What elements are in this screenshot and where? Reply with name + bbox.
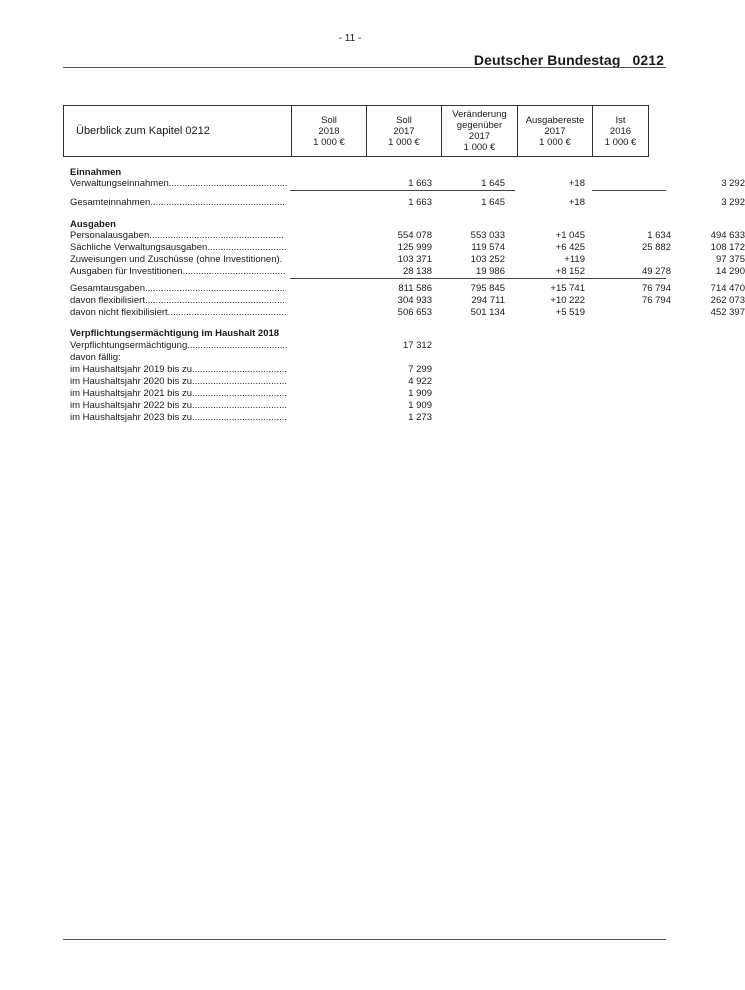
header-col-ausgabereste (517, 106, 592, 156)
row-label: davon fällig: (70, 352, 121, 363)
header-line: Soll (321, 114, 337, 126)
table-row (70, 266, 745, 278)
cell-soll-2018: 1 909 (408, 388, 432, 399)
header-line: 2018 (318, 125, 340, 137)
header-line: Soll (396, 114, 412, 126)
cell-veraenderung: +8 152 (555, 266, 585, 277)
cell-ist-2016: 494 633 (710, 230, 745, 241)
header-line: Ist (615, 114, 626, 126)
header-line: 2017 (544, 125, 566, 137)
header-line: Veränderung (452, 109, 507, 120)
cell-ist-2016: 452 397 (710, 307, 745, 318)
section-heading-vpe: Verpflichtungsermächtigung im Haushalt 2018 (70, 328, 280, 339)
cell-soll-2018: 125 999 (397, 242, 432, 253)
cell-ist-2016: 714 470 (710, 283, 745, 294)
cell-soll-2017: 795 845 (470, 283, 505, 294)
row-label: Zuweisungen und Zuschüsse (ohne Investitionen). (70, 254, 283, 265)
table-row (70, 352, 666, 364)
cell-soll-2018: 4 922 (408, 376, 432, 387)
cell-veraenderung: +119 (564, 254, 585, 265)
cell-veraenderung: +15 741 (550, 283, 585, 294)
row-label: Personalausgaben................................................... (70, 230, 284, 241)
cell-ist-2016: 262 073 (710, 295, 745, 306)
header-label: Überblick zum Kapitel 0212 (76, 124, 210, 137)
cell-soll-2018: 17 312 (402, 340, 432, 351)
table-row (70, 400, 666, 412)
sum-line (290, 278, 666, 279)
cell-soll-2017: 553 033 (470, 230, 505, 241)
header-col-soll-2017 (366, 106, 441, 156)
cell-soll-2017: 501 134 (470, 307, 505, 318)
header-line: gegenüber (456, 120, 503, 131)
header-line: 1 000 € (539, 136, 571, 148)
cell-veraenderung: +10 222 (550, 295, 585, 306)
cell-soll-2017: 294 711 (471, 295, 505, 306)
cell-soll-2018: 1 909 (408, 400, 432, 411)
table-row (70, 254, 745, 266)
table-row (70, 412, 666, 424)
sum-line (290, 190, 515, 191)
cell-soll-2018: 1 663 (408, 197, 432, 208)
table-row (70, 376, 666, 388)
cell-ausgabereste: 76 794 (641, 283, 671, 294)
row-label: davon nicht flexibilisiert............................................. (70, 307, 287, 318)
header-line: 2017 (393, 125, 415, 137)
cell-ist-2016: 3 292 (721, 197, 745, 208)
cell-soll-2018: 304 933 (397, 295, 432, 306)
table-row (70, 242, 745, 254)
cell-soll-2018: 7 299 (408, 364, 432, 375)
header-col-ist-2016 (592, 106, 648, 156)
row-label: im Haushaltsjahr 2020 bis zu.................................... (70, 376, 287, 387)
row-label: Gesamtausgaben..................................................... (70, 283, 285, 294)
header-line: 1 000 € (388, 136, 420, 148)
cell-ist-2016: 108 172 (710, 242, 745, 253)
row-label: im Haushaltsjahr 2021 bis zu.................................... (70, 388, 287, 399)
table-row-total (70, 197, 745, 209)
cell-soll-2017: 103 252 (470, 254, 505, 265)
cell-soll-2018: 1 273 (408, 412, 432, 423)
page-number: - 11 - (338, 33, 362, 44)
cell-ausgabereste: 1 634 (647, 230, 671, 241)
cell-veraenderung: +18 (568, 197, 585, 208)
table-row (70, 178, 745, 190)
cell-soll-2017: 19 986 (475, 266, 505, 277)
header-line: 1 000 € (313, 136, 345, 148)
row-label: Ausgaben für Investitionen....................................... (70, 266, 286, 277)
cell-soll-2017: 119 574 (471, 242, 505, 253)
cell-soll-2018: 554 078 (397, 230, 432, 241)
row-label: Gesamteinnahmen................................................... (70, 197, 285, 208)
section-heading-ausgaben: Ausgaben (70, 219, 116, 230)
table-row (70, 340, 666, 352)
section-heading-einnahmen: Einnahmen (70, 167, 122, 178)
table-row-total (70, 283, 745, 295)
cell-ist-2016: 14 290 (715, 266, 745, 277)
sum-line (592, 190, 666, 191)
table-row (70, 388, 666, 400)
header-line: 1 000 € (463, 142, 496, 153)
cell-veraenderung: +1 045 (555, 230, 585, 241)
header-line: 2016 (609, 125, 632, 137)
table-row (70, 295, 745, 307)
header-rule (63, 67, 666, 68)
header-line: 2017 (468, 131, 491, 142)
cell-soll-2018: 506 653 (397, 307, 432, 318)
cell-soll-2017: 1 645 (481, 178, 505, 189)
row-label: im Haushaltsjahr 2019 bis zu.................................... (70, 364, 287, 375)
row-label: im Haushaltsjahr 2023 bis zu.................................... (70, 412, 287, 423)
cell-veraenderung: +5 519 (555, 307, 585, 318)
table-row (70, 307, 745, 319)
header-col-soll-2018 (291, 106, 366, 156)
table-header (63, 105, 649, 157)
cell-veraenderung: +6 425 (555, 242, 585, 253)
cell-ausgabereste: 49 278 (641, 266, 671, 277)
table-row (70, 230, 745, 242)
row-label: Sächliche Verwaltungsausgaben.............................. (70, 242, 287, 253)
header-line: 1 000 € (604, 136, 637, 148)
row-label: Verwaltungseinnahmen............................................. (70, 178, 288, 189)
cell-soll-2018: 103 371 (397, 254, 432, 265)
row-label: davon flexibilisiert..................................................... (70, 295, 285, 306)
cell-ist-2016: 97 375 (715, 254, 745, 265)
cell-ausgabereste: 25 882 (641, 242, 671, 253)
document-title: Deutscher Bundestag 0212 (473, 52, 664, 68)
footer-rule (63, 939, 666, 940)
cell-soll-2018: 811 586 (398, 283, 432, 294)
row-label: Verpflichtungsermächtigung...................................... (70, 340, 288, 351)
cell-soll-2017: 1 645 (481, 197, 505, 208)
cell-soll-2018: 28 138 (402, 266, 432, 277)
cell-veraenderung: +18 (568, 178, 585, 189)
header-col-veraenderung (441, 106, 517, 156)
cell-ist-2016: 3 292 (721, 178, 745, 189)
row-label: im Haushaltsjahr 2022 bis zu.................................... (70, 400, 287, 411)
cell-ausgabereste: 76 794 (641, 295, 671, 306)
table-row (70, 364, 666, 376)
cell-soll-2018: 1 663 (408, 178, 432, 189)
header-line: Ausgabereste (525, 114, 585, 126)
